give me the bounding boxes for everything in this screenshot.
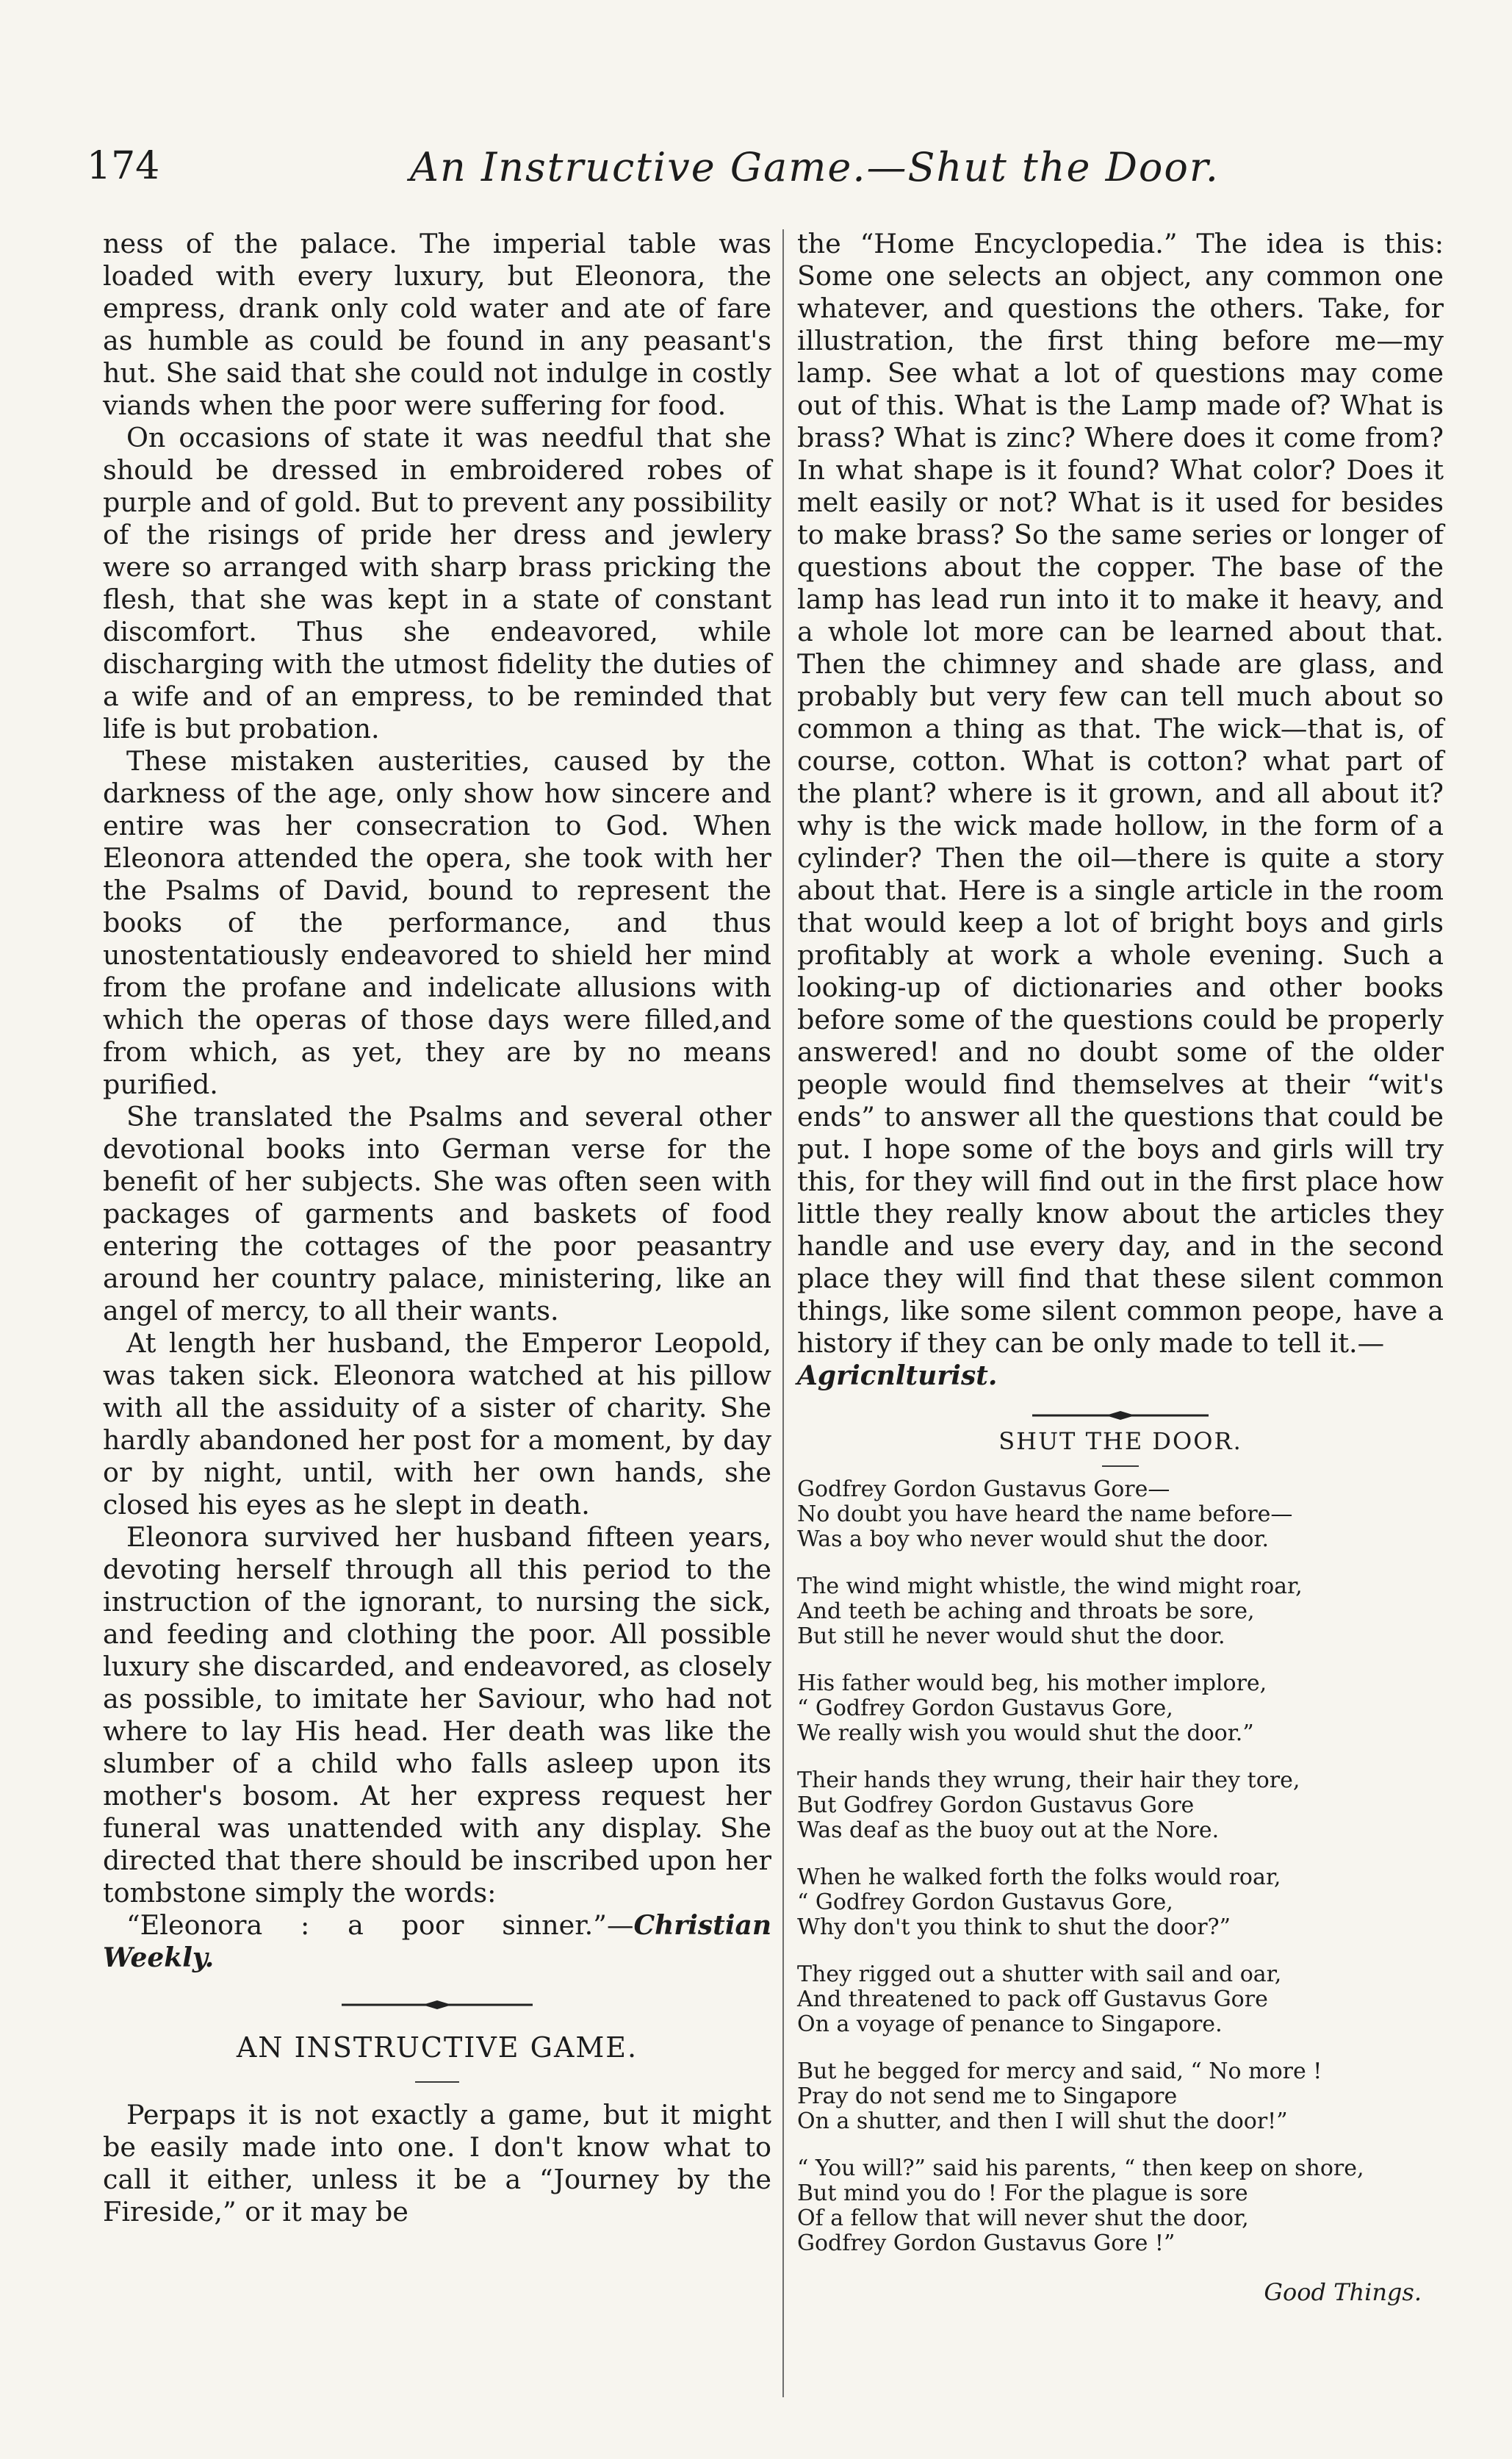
- left-column: [103, 228, 771, 2228]
- section-ornament: [103, 1999, 771, 2011]
- section-ornament: [797, 1410, 1444, 1421]
- poem-line: Was deaf as the buoy out at the Nore.: [797, 1817, 1220, 1843]
- poem-stanza: [797, 1962, 1444, 2037]
- poem-line: Was a boy who never would shut the door.: [797, 1526, 1270, 1552]
- poem-line: Godfrey Gordon Gustavus Gore—: [797, 1476, 1170, 1502]
- article-source: Agricnlturist.: [797, 1360, 998, 1391]
- ornament-rule-icon: [342, 1999, 533, 2011]
- poem-stanza: [797, 2059, 1444, 2134]
- quote-source: Christian Weekly.: [103, 1910, 771, 1973]
- ornament-rule-icon: [1032, 1410, 1209, 1421]
- paragraph: At length her husband, the Emperor Leopold, was taken sick. Eleonora watched at his pillow with all the assiduity of a sister of charity. She hardly abandoned her post for a moment, by day or by night, until, with her own hands, she closed his eyes as he slept in death.: [103, 1327, 771, 1521]
- paragraph: She translated the Psalms and several other devotional books into German verse for the benefit of her subjects. She was often seen with packages of garments and baskets of food entering the cottages of the poor peasantry around her country palace, ministering, like an angel of mercy, to all their wants.: [103, 1101, 771, 1327]
- section-title: AN INSTRUCTIVE GAME.: [236, 2031, 638, 2064]
- poem-line: We really wish you would shut the door.”: [797, 1720, 1254, 1746]
- quote-text: “Eleonora : a poor sinner.”—: [126, 1909, 634, 1941]
- poem-stanza: [797, 1574, 1444, 1649]
- poem-line: They rigged out a shutter with sail and oar,: [797, 1961, 1282, 1987]
- poem-line: Why don't you think to shut the door?”: [797, 1914, 1231, 1940]
- poem-line: “ Godfrey Gordon Gustavus Gore,: [797, 1889, 1173, 1915]
- paragraph: Eleonora survived her husband fifteen years, devoting herself through all this period to the instruction of the ignorant, to nursing the sick, and feeding and clothing the poor. All possible luxury she discarded, and endeavored, as closely as possible, to imitate her Saviour, who had not where to lay His head. Her death was like the slumber of a child who falls asleep upon its mother's bosom. At her express request her funeral was unattended with any display. She directed that there should be inscribed upon her tombstone simply the words:: [103, 1521, 771, 1909]
- poem-line: On a shutter, and then I will shut the door!”: [797, 2108, 1288, 2134]
- poem-stanza: [797, 1671, 1444, 1746]
- paragraph: [797, 228, 1444, 1360]
- poem-line: No doubt you have heard the name before—: [797, 1501, 1293, 1527]
- poem-line: Pray do not send me to Singapore: [797, 2083, 1178, 2109]
- paragraph: These mistaken austerities, caused by the darkness of the age, only show how sincere and entire was her consecration to God. When Eleonora attended the opera, she took with her the Psalms of David, bound to represent the books of the performance, and thus unostentatiously endeavored to shield her mind from the profane and indelicate allusions with which the operas of those days were filled,and from which, as yet, they are by no means purified.: [103, 745, 771, 1100]
- poem-line: But he begged for mercy and said, “ No more !: [797, 2058, 1322, 2084]
- page-number: 174: [87, 144, 160, 188]
- poem-title: SHUT THE DOOR.: [998, 1427, 1242, 1455]
- poem-stanza: [797, 1768, 1444, 1843]
- poem-line: On a voyage of penance to Singapore.: [797, 2011, 1223, 2037]
- poem-stanza: [797, 1865, 1444, 1940]
- title-rule: [415, 2081, 459, 2083]
- game-text: the “Home Encyclopedia.” The idea is this: Some one selects an object, any common one whatever, and questions the others. Take, for illustration, the first thing before me—my lamp. See what a lot of questions may come out of this. What is the Lamp made of? What is brass? What is zinc? Where does it come from? In what shape is it found? What color? Does it melt easily or not? What is it used for besides to make brass? So the same series or longer of questions about the copper. The base of the lamp has lead run into it to make it heavy, and a whole lot more can be learned about that. Then the chimney and shade are glass, and probably but very few can tell much about so common a thing as that. The wick—that is, of course, cotton. What is cotton? what part of the plant? where is it grown, and all about it? why is the wick made hollow, in the form of a cylinder? Then the oil—there is quite a story about that. Here is a single article in the room that would keep a lot of bright boys and girls profitably at work a whole evening. Such a looking-up of dictionaries and other books before some of the questions could be properly answered! and no doubt some of the older people would find themselves at their “wit's ends” to answer all the questions that could be put. I hope some of the boys and girls will try this, for they will find out in the first place how little they really know about the articles they handle and use every day, and in the second place they will find that these silent common things, like some silent common peope, have a history if they can be only made to tell it.—: [797, 228, 1444, 1359]
- poem-line: Godfrey Gordon Gustavus Gore !”: [797, 2230, 1176, 2256]
- paragraph: On occasions of state it was needful that she should be dressed in embroidered robes of purple and of gold. But to prevent any possibility of the risings of pride her dress and jewlery were so arranged with sharp brass pricking the flesh, that she was kept in a state of constant discomfort. Thus she endeavored, while discharging with the utmost fidelity the duties of a wife and of an empress, to be reminded that life is but probation.: [103, 422, 771, 744]
- poem-line: Of a fellow that will never shut the door,: [797, 2205, 1249, 2231]
- poem-line: And teeth be aching and throats be sore,: [797, 1598, 1255, 1624]
- poem-line: And threatened to pack off Gustavus Gore: [797, 1986, 1268, 2012]
- page-header: [87, 144, 1439, 203]
- poem-source: Good Things.: [1264, 2278, 1422, 2306]
- poem-stanza: [797, 2156, 1444, 2256]
- poem-line: But still he never would shut the door.: [797, 1623, 1225, 1649]
- running-title: An Instructive Game.—Shut the Door.: [410, 144, 1220, 190]
- poem-line: “ Godfrey Gordon Gustavus Gore,: [797, 1695, 1173, 1721]
- poem-line: “ You will?” said his parents, “ then keep on shore,: [797, 2155, 1364, 2181]
- poem-line: His father would beg, his mother implore,: [797, 1670, 1267, 1696]
- poem: [797, 1477, 1444, 2256]
- column-divider: [782, 229, 784, 2397]
- poem-stanza: [797, 1477, 1444, 1552]
- right-column: [797, 228, 1444, 2306]
- poem-line: But mind you do ! For the plague is sore: [797, 2180, 1248, 2206]
- poem-line: The wind might whistle, the wind might roar,: [797, 1573, 1303, 1599]
- paragraph: Perpaps it is not exactly a game, but it might be easily made into one. I don't know what to call it either, unless it be a “Journey by the Fireside,” or it may be: [103, 2099, 771, 2228]
- closing-quote: [103, 1909, 771, 1974]
- paragraph: ness of the palace. The imperial table was loaded with every luxury, but Eleonora, the empress, drank only cold water and ate of fare as humble as could be found in any peasant's hut. She said that she could not indulge in costly viands when the poor were suffering for food.: [103, 228, 771, 421]
- poem-line: But Godfrey Gordon Gustavus Gore: [797, 1792, 1195, 1818]
- poem-line: Their hands they wrung, their hair they tore,: [797, 1767, 1300, 1793]
- poem-line: When he walked forth the folks would roar,: [797, 1864, 1281, 1890]
- title-rule: [1102, 1465, 1139, 1467]
